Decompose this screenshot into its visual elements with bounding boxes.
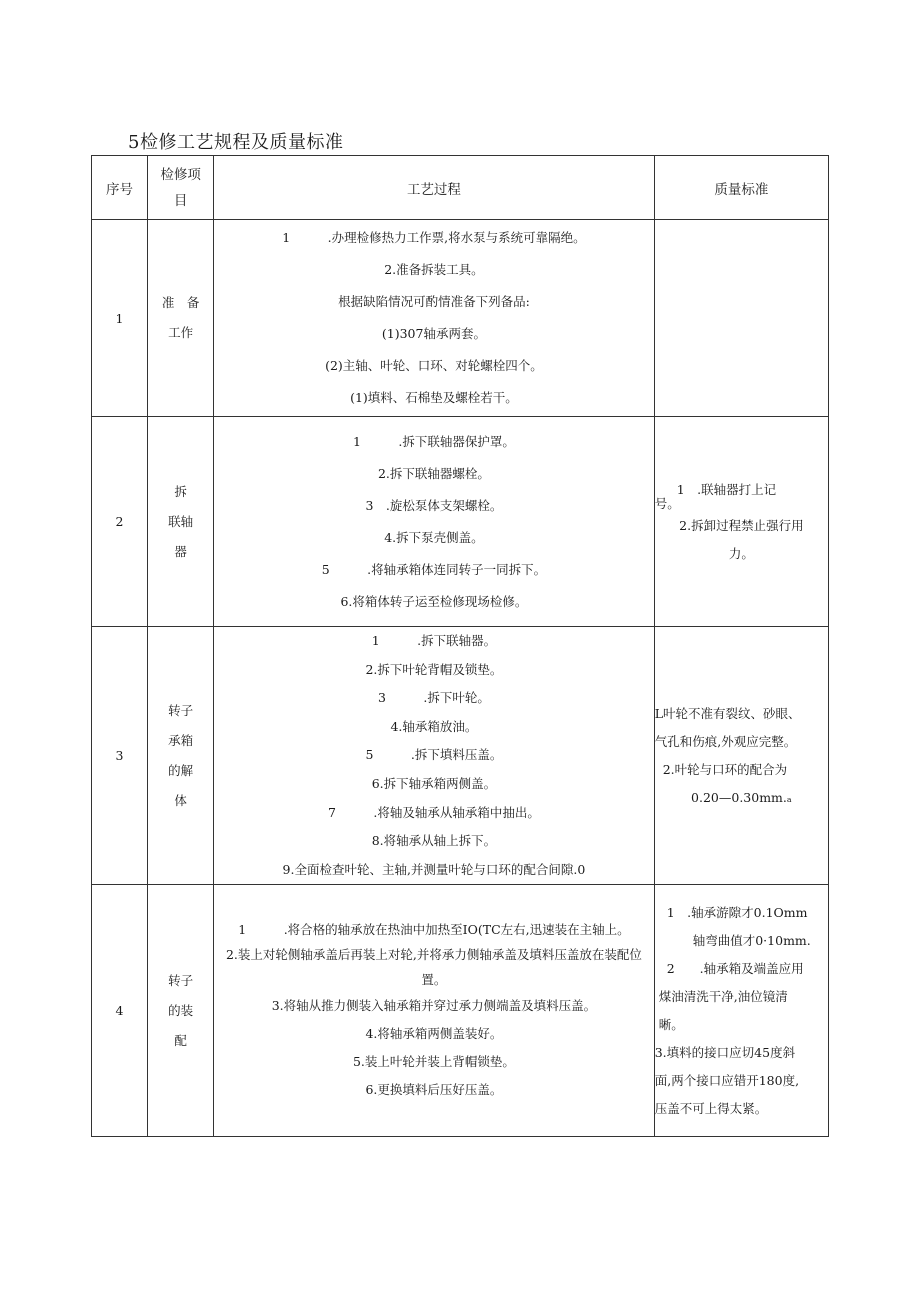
step: 5 .拆下填料压盖。 [365,747,503,763]
row-item [148,417,214,627]
table-row [92,627,829,885]
header-standard: 质量标准 [654,156,828,220]
step: 5.装上叶轮并装上背帽锁垫。 [352,1054,515,1070]
item-line: 准 备 [161,295,200,310]
step: 2.拆下叶轮背帽及锁垫。 [365,661,503,677]
row-steps [214,417,655,627]
standard-line: 轴弯曲值才0·10mm. [692,932,811,948]
standard-line: 2.拆卸过程禁止强行用 [679,517,804,533]
procedure-table [91,155,829,1137]
standard-line: 1 .轴承游隙才0.1Omm [666,904,808,920]
step: 1 .拆下联轴器保护罩。 [352,433,515,449]
row-no: 1 [92,220,148,417]
row-standard [654,885,828,1137]
step: 2.拆下联轴器螺栓。 [377,465,490,481]
standard-line: L叶轮不准有裂纹、砂眼、 [654,705,801,721]
standard-line: 号。 [654,495,680,511]
step: (1)307轴承两套。 [381,326,486,341]
table-header-row [92,156,829,220]
row-steps [214,627,655,885]
standard-line: 2 .轴承箱及端盖应用 [666,960,804,976]
step: 4.将轴承箱两侧盖装好。 [365,1026,503,1042]
step: 6.拆下轴承箱两侧盖。 [371,775,497,791]
step: 6.更换填料后压好压盖。 [365,1082,503,1098]
header-item [148,156,214,220]
row-no: 3 [92,627,148,885]
step: (1)填料、石棉垫及螺栓若干。 [350,390,518,405]
standard-line: 压盖不可上得太紧。 [654,1100,768,1116]
item-line: 器 [174,543,187,559]
row-standard [654,627,828,885]
header-item-line1: 检修项 [160,166,201,183]
item-line: 承箱 [168,732,194,748]
standard-line: 面,两个接口应错开180度, [654,1072,800,1088]
standard-line: 2.叶轮与口环的配合为 [662,761,788,777]
header-process: 工艺过程 [214,156,655,220]
row-item [148,627,214,885]
item-line: 的装 [168,1002,194,1018]
item-line: 配 [174,1032,187,1048]
step: 8.将轴承从轴上拆下。 [371,833,497,849]
standard-line: 力。 [728,545,754,561]
item-line: 拆 [174,483,187,499]
table-row [92,220,829,417]
step: 3.将轴从推力侧装入轴承箱并穿过承力侧端盖及填料压盖。 [271,998,597,1014]
step: 3 .旋松泵体支架螺栓。 [365,497,503,513]
header-no: 序号 [92,156,148,220]
standard-line: 气孔和伤痕,外观应完整。 [654,733,797,749]
row-standard [654,417,828,627]
standard-line: 3.填料的接口应切45度斜 [654,1044,796,1060]
step: 7 .将轴及轴承从轴承箱中抽出。 [327,804,540,820]
header-item-line2: 目 [173,192,188,209]
step: 5 .将轴承箱体连同转子一同拆下。 [321,561,547,577]
row-no: 2 [92,417,148,627]
item-line: 工作 [168,325,194,340]
standard-line: 1 .联轴器打上记 [676,481,777,497]
step: 4.拆下泵壳侧盖。 [384,529,484,545]
step: 3 .拆下叶轮。 [377,690,490,706]
table-row [92,885,829,1137]
step: 6.将箱体转子运至检修现场检修。 [340,593,528,609]
row-steps [214,885,655,1137]
standard-line: 晰。 [658,1016,684,1032]
item-line: 转子 [168,972,194,988]
step: 2.装上对轮侧轴承盖后再装上对轮,并将承力侧轴承盖及填料压盖放在装配位置。 [225,947,642,988]
step: 2.准备拆装工具。 [384,262,484,277]
item-line: 体 [174,792,187,808]
step: 1 .拆下联轴器。 [371,633,497,648]
step: 1 .办理检修热力工作票,将水泵与系统可靠隔绝。 [282,230,586,245]
row-no: 4 [92,885,148,1137]
step: 根据缺陷情况可酌情准备下列备品: [338,294,530,309]
standard-line: 煤油清洗干净,油位镜清 [658,988,788,1004]
step: 4.轴承箱放油。 [390,718,478,734]
step: 9.全面检查叶轮、主轴,并测量叶轮与口环的配合间隙.0 [282,861,586,877]
table-row [92,417,829,627]
item-line: 转子 [168,702,194,718]
row-steps [214,220,655,417]
step: (2)主轴、叶轮、口环、对轮螺栓四个。 [325,358,543,373]
row-item [148,885,214,1137]
item-line: 联轴 [168,513,194,529]
item-line: 的解 [168,762,194,778]
step: 1 .将合格的轴承放在热油中加热至IO(TC左右,迅速装在主轴上。 [238,922,630,938]
standard-line: 0.20—0.30mm.ₐ [691,789,792,805]
section-title: 5检修工艺规程及质量标准 [128,132,344,153]
row-item [148,220,214,417]
row-standard [654,220,828,417]
